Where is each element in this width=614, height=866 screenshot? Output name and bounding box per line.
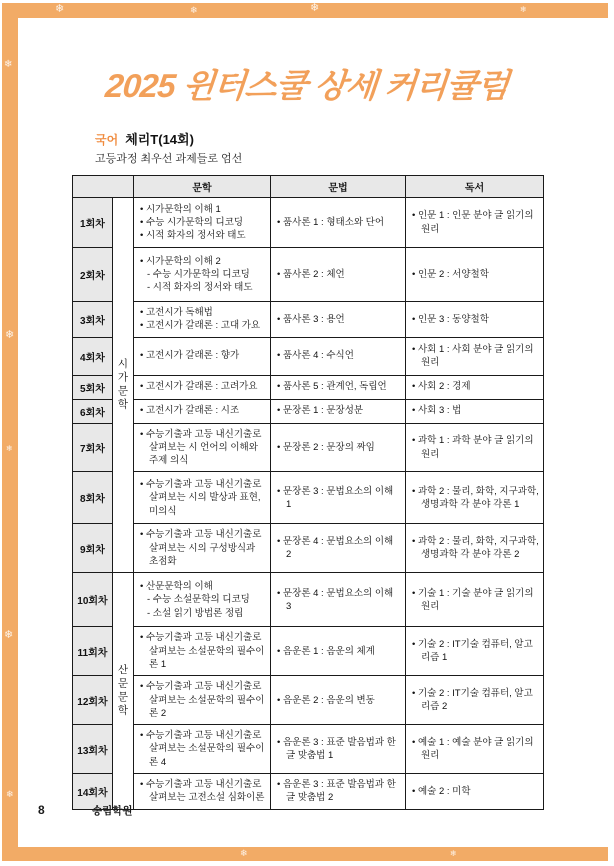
curriculum-item: - 수능 소설문학의 디코딩 — [147, 594, 250, 606]
snowflake-icon: ❄ — [6, 444, 13, 453]
table-row — [73, 725, 544, 774]
academy-name: 송림학원 — [92, 805, 133, 817]
grammar-cell — [271, 774, 406, 810]
snowflake-icon: ❄ — [190, 5, 198, 15]
reading-cell — [406, 774, 544, 810]
curriculum-item: • 수능기출과 고등 내신기출로 살펴보는 시의 구성방식과 초점화 — [140, 529, 262, 568]
curriculum-item: • 과학 1 : 과학 분야 글 읽기의 원리 — [412, 435, 534, 460]
page-number: 8 — [38, 803, 45, 817]
table-row — [73, 302, 544, 338]
curriculum-item: • 기술 2 : IT기술 컴퓨터, 알고리즘 1 — [412, 639, 533, 664]
session-cell: 2회차 — [73, 248, 113, 302]
session-cell: 12회차 — [73, 676, 113, 725]
curriculum-item: • 시가문학의 이해 2 — [140, 255, 221, 267]
curriculum-item: - 소설 읽기 방법론 정립 — [147, 607, 244, 619]
curriculum-item: • 수능기출과 고등 내신기출로 살펴보는 시 언어의 이해와 주제 의식 — [140, 428, 262, 467]
table-row — [73, 399, 544, 423]
curriculum-item: • 인문 1 : 인문 분야 글 읽기의 원리 — [412, 210, 534, 235]
snowflake-icon: ❄ — [450, 849, 457, 858]
column-header-grammar: 문법 — [271, 176, 406, 198]
reading-cell — [406, 627, 544, 676]
curriculum-item: • 품사론 5 : 관계언, 독립언 — [277, 381, 387, 393]
snowflake-icon: ❄ — [240, 848, 248, 858]
session-cell: 5회차 — [73, 375, 113, 399]
grammar-cell — [271, 423, 406, 472]
curriculum-item: - 시적 화자의 정서와 태도 — [147, 282, 253, 294]
literature-cell — [134, 774, 271, 810]
grammar-cell — [271, 337, 406, 375]
curriculum-item: • 수능기출과 고등 내신기출로 살펴보는 시의 발상과 표현, 미의식 — [140, 479, 262, 517]
curriculum-item: • 기술 1 : 기술 분야 글 읽기의 원리 — [412, 587, 534, 612]
curriculum-item: • 수능기출과 고등 내신기출로 살펴보는 소설문학의 필수이론 4 — [140, 730, 265, 768]
reading-cell — [406, 248, 544, 302]
grammar-cell — [271, 248, 406, 302]
literature-cell — [134, 423, 271, 472]
curriculum-item: • 품사론 1 : 형태소와 단어 — [277, 216, 385, 228]
page-frame-bottom — [2, 847, 608, 861]
curriculum-item: • 산문문학의 이해 — [140, 580, 213, 592]
page-title: 2025 윈터스쿨 상세 커리큘럼 — [103, 67, 510, 104]
reading-cell — [406, 524, 544, 573]
subject-label: 국어 — [95, 133, 119, 147]
curriculum-item: • 수능기출과 고등 내신기출로 살펴보는 소설문학의 필수이론 1 — [140, 632, 265, 670]
table-header-row — [73, 176, 544, 198]
curriculum-item: • 음운론 2 : 음운의 변동 — [277, 694, 375, 706]
curriculum-item: • 문장론 2 : 문장의 짜임 — [277, 441, 375, 453]
table-row — [73, 423, 544, 472]
grammar-cell — [271, 198, 406, 248]
reading-cell — [406, 198, 544, 248]
curriculum-item: • 품사론 4 : 수식언 — [277, 350, 354, 362]
curriculum-item: • 고전시가 갈래론 : 고려가요 — [140, 381, 258, 393]
grammar-cell — [271, 627, 406, 676]
curriculum-item: • 고전시가 갈래론 : 향가 — [140, 350, 240, 362]
snowflake-icon: ❄ — [4, 59, 13, 70]
curriculum-item: • 수능 시가문학의 디코딩 — [140, 216, 244, 228]
snowflake-icon: ❄ — [6, 789, 14, 799]
curriculum-item: • 인문 3 : 동양철학 — [412, 313, 489, 325]
session-cell: 3회차 — [73, 302, 113, 338]
grammar-cell — [271, 573, 406, 627]
table-row — [73, 627, 544, 676]
curriculum-item: • 예술 1 : 예술 분야 글 읽기의 원리 — [412, 736, 534, 762]
literature-cell — [134, 337, 271, 375]
curriculum-item: • 품사론 2 : 체언 — [277, 268, 345, 280]
snowflake-icon: ❄ — [5, 329, 15, 341]
literature-cell — [134, 248, 271, 302]
curriculum-item: • 음운론 3 : 표준 발음법과 한글 맞춤법 2 — [277, 779, 396, 804]
unit-group-label: 시가문학 — [113, 198, 134, 573]
grammar-cell — [271, 302, 406, 338]
page-frame-top — [2, 3, 608, 18]
session-cell: 4회차 — [73, 337, 113, 375]
table-row — [73, 774, 544, 810]
session-header-cell — [73, 176, 134, 198]
table-row — [73, 524, 544, 573]
reading-cell — [406, 423, 544, 472]
literature-cell — [134, 573, 271, 627]
literature-cell — [134, 676, 271, 725]
table-row — [73, 676, 544, 725]
curriculum-item: • 문장론 3 : 문법요소의 이해 1 — [277, 485, 394, 510]
snowflake-icon: ❄ — [310, 2, 320, 14]
grammar-cell — [271, 399, 406, 423]
curriculum-item: • 고전시가 갈래론 : 고대 가요 — [140, 320, 261, 332]
snowflake-icon: ❄ — [520, 5, 527, 14]
curriculum-item: • 과학 2 : 물리, 화학, 지구과학, 생명과학 각 분야 각론 1 — [412, 485, 539, 510]
session-cell: 8회차 — [73, 472, 113, 524]
curriculum-item: • 문장론 1 : 문장성분 — [277, 405, 364, 417]
curriculum-item: • 문장론 4 : 문법요소의 이해 2 — [277, 536, 394, 561]
literature-cell — [134, 524, 271, 573]
curriculum-item: • 고전시가 갈래론 : 시조 — [140, 405, 240, 417]
curriculum-item: • 시가문학의 이해 1 — [140, 203, 221, 215]
reading-cell — [406, 337, 544, 375]
literature-cell — [134, 302, 271, 338]
curriculum-item: • 인문 2 : 서양철학 — [412, 268, 489, 280]
literature-cell — [134, 472, 271, 524]
curriculum-item: • 수능기출과 고등 내신기출로 살펴보는 소설문학의 필수이론 2 — [140, 681, 265, 719]
curriculum-item: • 예술 2 : 미학 — [412, 785, 471, 797]
session-cell: 11회차 — [73, 627, 113, 676]
curriculum-item: • 고전시가 독해법 — [140, 307, 213, 318]
snowflake-icon: ❄ — [4, 629, 14, 641]
column-header-reading: 독서 — [406, 176, 544, 198]
session-cell: 6회차 — [73, 399, 113, 423]
curriculum-item: • 기술 2 : IT기술 컴퓨터, 알고리즘 2 — [412, 687, 533, 713]
session-cell: 1회차 — [73, 198, 113, 248]
session-cell: 14회차 — [73, 774, 113, 810]
session-cell: 9회차 — [73, 524, 113, 573]
curriculum-item: • 사회 1 : 사회 분야 글 읽기의 원리 — [412, 343, 534, 369]
reading-cell — [406, 676, 544, 725]
curriculum-item: - 수능 시가문학의 디코딩 — [147, 268, 250, 280]
page-frame-left — [2, 3, 18, 861]
reading-cell — [406, 399, 544, 423]
curriculum-item: • 문장론 4 : 문법요소의 이해 3 — [277, 587, 394, 612]
table-row — [73, 472, 544, 524]
reading-cell — [406, 375, 544, 399]
table-row — [73, 573, 544, 627]
curriculum-item: • 음운론 3 : 표준 발음법과 한글 맞춤법 1 — [277, 736, 396, 762]
literature-cell — [134, 375, 271, 399]
curriculum-item: • 과학 2 : 물리, 화학, 지구과학, 생명과학 각 분야 각론 2 — [412, 536, 539, 561]
reading-cell — [406, 472, 544, 524]
subject-heading — [95, 129, 194, 148]
reading-cell — [406, 573, 544, 627]
grammar-cell — [271, 375, 406, 399]
literature-cell — [134, 725, 271, 774]
session-cell: 7회차 — [73, 423, 113, 472]
curriculum-item: • 시적 화자의 정서와 태도 — [140, 230, 246, 242]
literature-cell — [134, 627, 271, 676]
teacher-name: 체리T(14회) — [125, 132, 194, 147]
grammar-cell — [271, 676, 406, 725]
curriculum-table — [72, 175, 544, 810]
curriculum-item: • 품사론 3 : 용언 — [277, 313, 345, 325]
session-cell: 13회차 — [73, 725, 113, 774]
curriculum-item: • 음운론 1 : 음운의 체계 — [277, 645, 375, 657]
reading-cell — [406, 725, 544, 774]
unit-group-label: 산문문학 — [113, 573, 134, 809]
table-row — [73, 337, 544, 375]
grammar-cell — [271, 472, 406, 524]
grammar-cell — [271, 725, 406, 774]
session-cell: 10회차 — [73, 573, 113, 627]
course-tagline: 고등과정 최우선 과제들로 엄선 — [95, 153, 243, 165]
table-row — [73, 375, 544, 399]
column-header-literature: 문학 — [134, 176, 271, 198]
curriculum-item: • 수능기출과 고등 내신기출로 살펴보는 고전소설 심화이론 — [140, 779, 265, 804]
curriculum-item: • 사회 2 : 경제 — [412, 381, 471, 393]
table-row — [73, 198, 544, 248]
curriculum-table-body — [73, 198, 544, 810]
table-row — [73, 248, 544, 302]
literature-cell — [134, 399, 271, 423]
snowflake-icon: ❄ — [55, 3, 65, 15]
curriculum-item: • 사회 3 : 법 — [412, 405, 462, 417]
literature-cell — [134, 198, 271, 248]
grammar-cell — [271, 524, 406, 573]
reading-cell — [406, 302, 544, 338]
